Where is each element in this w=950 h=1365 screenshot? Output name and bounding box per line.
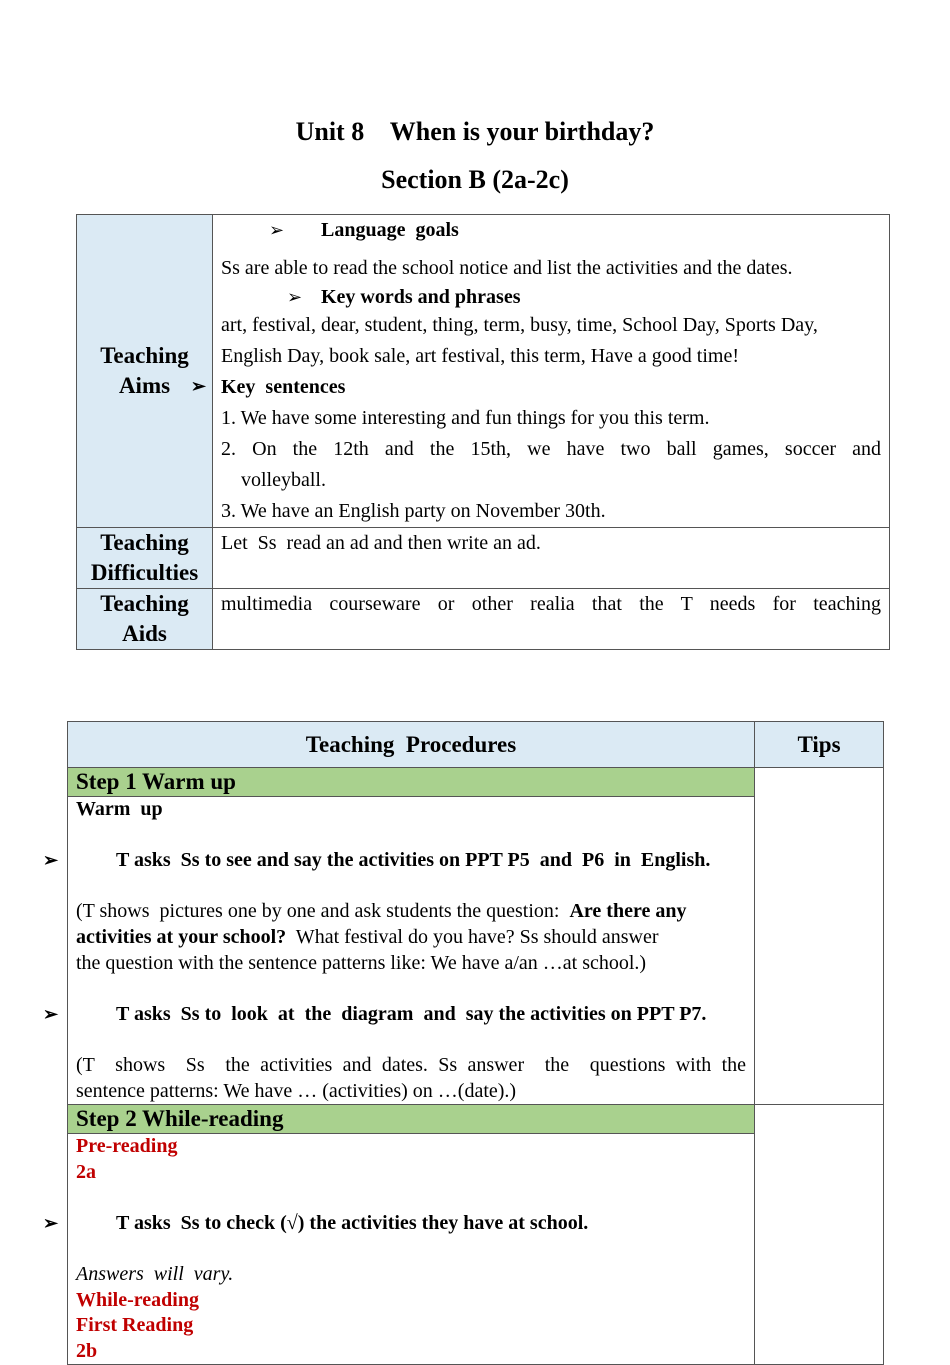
teaching-difficulties-label: [77, 528, 213, 589]
note-text: What festival do you have? Ss should answer: [286, 925, 659, 948]
pre-reading-label: Pre-reading: [76, 1135, 178, 1158]
key-words-line1: art, festival, dear, student, thing, term, busy, time, School Day, Sports Day,: [221, 314, 818, 336]
step1-subheading: Warm up: [76, 798, 163, 820]
key-sentence-1: 1. We have some interesting and fun things for you this term.: [221, 407, 710, 429]
bullet-arrow-icon: ➢: [269, 220, 285, 240]
step2-task: [43, 1185, 746, 1262]
key-sentences-heading: Key sentences: [221, 376, 346, 398]
teaching-aids-text: multimedia courseware or other realia that the T needs for teaching: [221, 593, 881, 615]
step1-tips-cell: [755, 768, 884, 1105]
note-question: activities at your school?: [76, 925, 287, 948]
while-reading-label: While-reading: [76, 1288, 199, 1311]
aids-label-line1: Teaching: [100, 591, 189, 616]
step1-task2-note: (T shows Ss the activities and dates. Ss answer the questions with the: [76, 1053, 746, 1076]
answers-note: Answers will vary.: [76, 1263, 234, 1286]
step1-task1-note-line2: [76, 925, 746, 951]
teaching-aids-label: [77, 589, 213, 650]
key-words-line2: English Day, book sale, art festival, this term, Have a good time!: [221, 345, 740, 367]
note-question: Are there any: [569, 900, 687, 923]
activity-2a-label: 2a: [76, 1160, 96, 1183]
teaching-aims-content: [213, 215, 890, 528]
step1-task2-text: T asks Ss to look at the diagram and say the activities on PPT P7.: [116, 1002, 707, 1025]
difficulties-label-line1: Teaching: [100, 530, 189, 555]
teaching-difficulties-text: Let Ss read an ad and then write an ad.: [213, 528, 890, 589]
activity-2b-label: 2b: [76, 1339, 98, 1362]
teaching-aims-table: [76, 214, 890, 650]
teaching-aids-cell: [213, 589, 890, 650]
first-reading-label: First Reading: [76, 1314, 194, 1337]
step2-task-text: T asks Ss to check (√) the activities they have at school.: [116, 1211, 589, 1234]
bullet-arrow-icon: ➢: [43, 1003, 59, 1024]
step2-tips-cell: [755, 1105, 884, 1365]
bullet-arrow-icon: ➢: [287, 287, 303, 307]
language-goals-heading: Language goals: [321, 219, 459, 241]
teaching-aims-label: [77, 215, 213, 528]
language-goals-text: Ss are able to read the school notice and list the activities and the dates.: [221, 257, 793, 279]
aids-label-line2: Aids: [122, 621, 167, 646]
procedures-header: Teaching Procedures: [68, 722, 755, 768]
document-title: Unit 8 When is your birthday?: [295, 117, 655, 146]
key-sentence-2a: 2. On the 12th and the 15th, we have two ball games, soccer and: [221, 438, 881, 460]
key-words-heading: Key words and phrases: [321, 286, 521, 308]
note-text: (T shows pictures one by one and ask students the question:: [76, 900, 570, 923]
difficulties-label-line2: Difficulties: [90, 560, 199, 585]
document-subtitle: Section B (2a-2c): [381, 165, 569, 194]
step1-task1-note-line3: the question with the sentence patterns like: We have a/an …at school.): [76, 951, 647, 974]
bullet-arrow-icon: ➢: [190, 376, 206, 396]
key-sentence-3: 3. We have an English party on November 30th.: [221, 500, 606, 522]
step2-body: [43, 1134, 755, 1365]
bullet-arrow-icon: ➢: [43, 850, 59, 871]
step2-title: Step 2 While-reading: [68, 1105, 755, 1134]
step1-task2-note-line2: sentence patterns: We have … (activities) on …(date).): [76, 1079, 517, 1102]
step1-title: Step 1 Warm up: [68, 768, 755, 797]
step1-body: [43, 797, 755, 1105]
bullet-arrow-icon: ➢: [43, 1212, 59, 1233]
step1-task2: [43, 976, 746, 1053]
aims-label-line2: Aims: [118, 373, 171, 398]
step1-task1: [43, 823, 746, 900]
key-sentence-2b: volleyball.: [241, 469, 326, 491]
tips-header: Tips: [755, 722, 884, 768]
aims-label-line1: Teaching: [100, 343, 189, 368]
teaching-procedures-table: [43, 721, 884, 1365]
step1-task1-text: T asks Ss to see and say the activities on PPT P5 and P6 in English.: [116, 849, 711, 872]
step1-task1-note: [76, 899, 746, 925]
